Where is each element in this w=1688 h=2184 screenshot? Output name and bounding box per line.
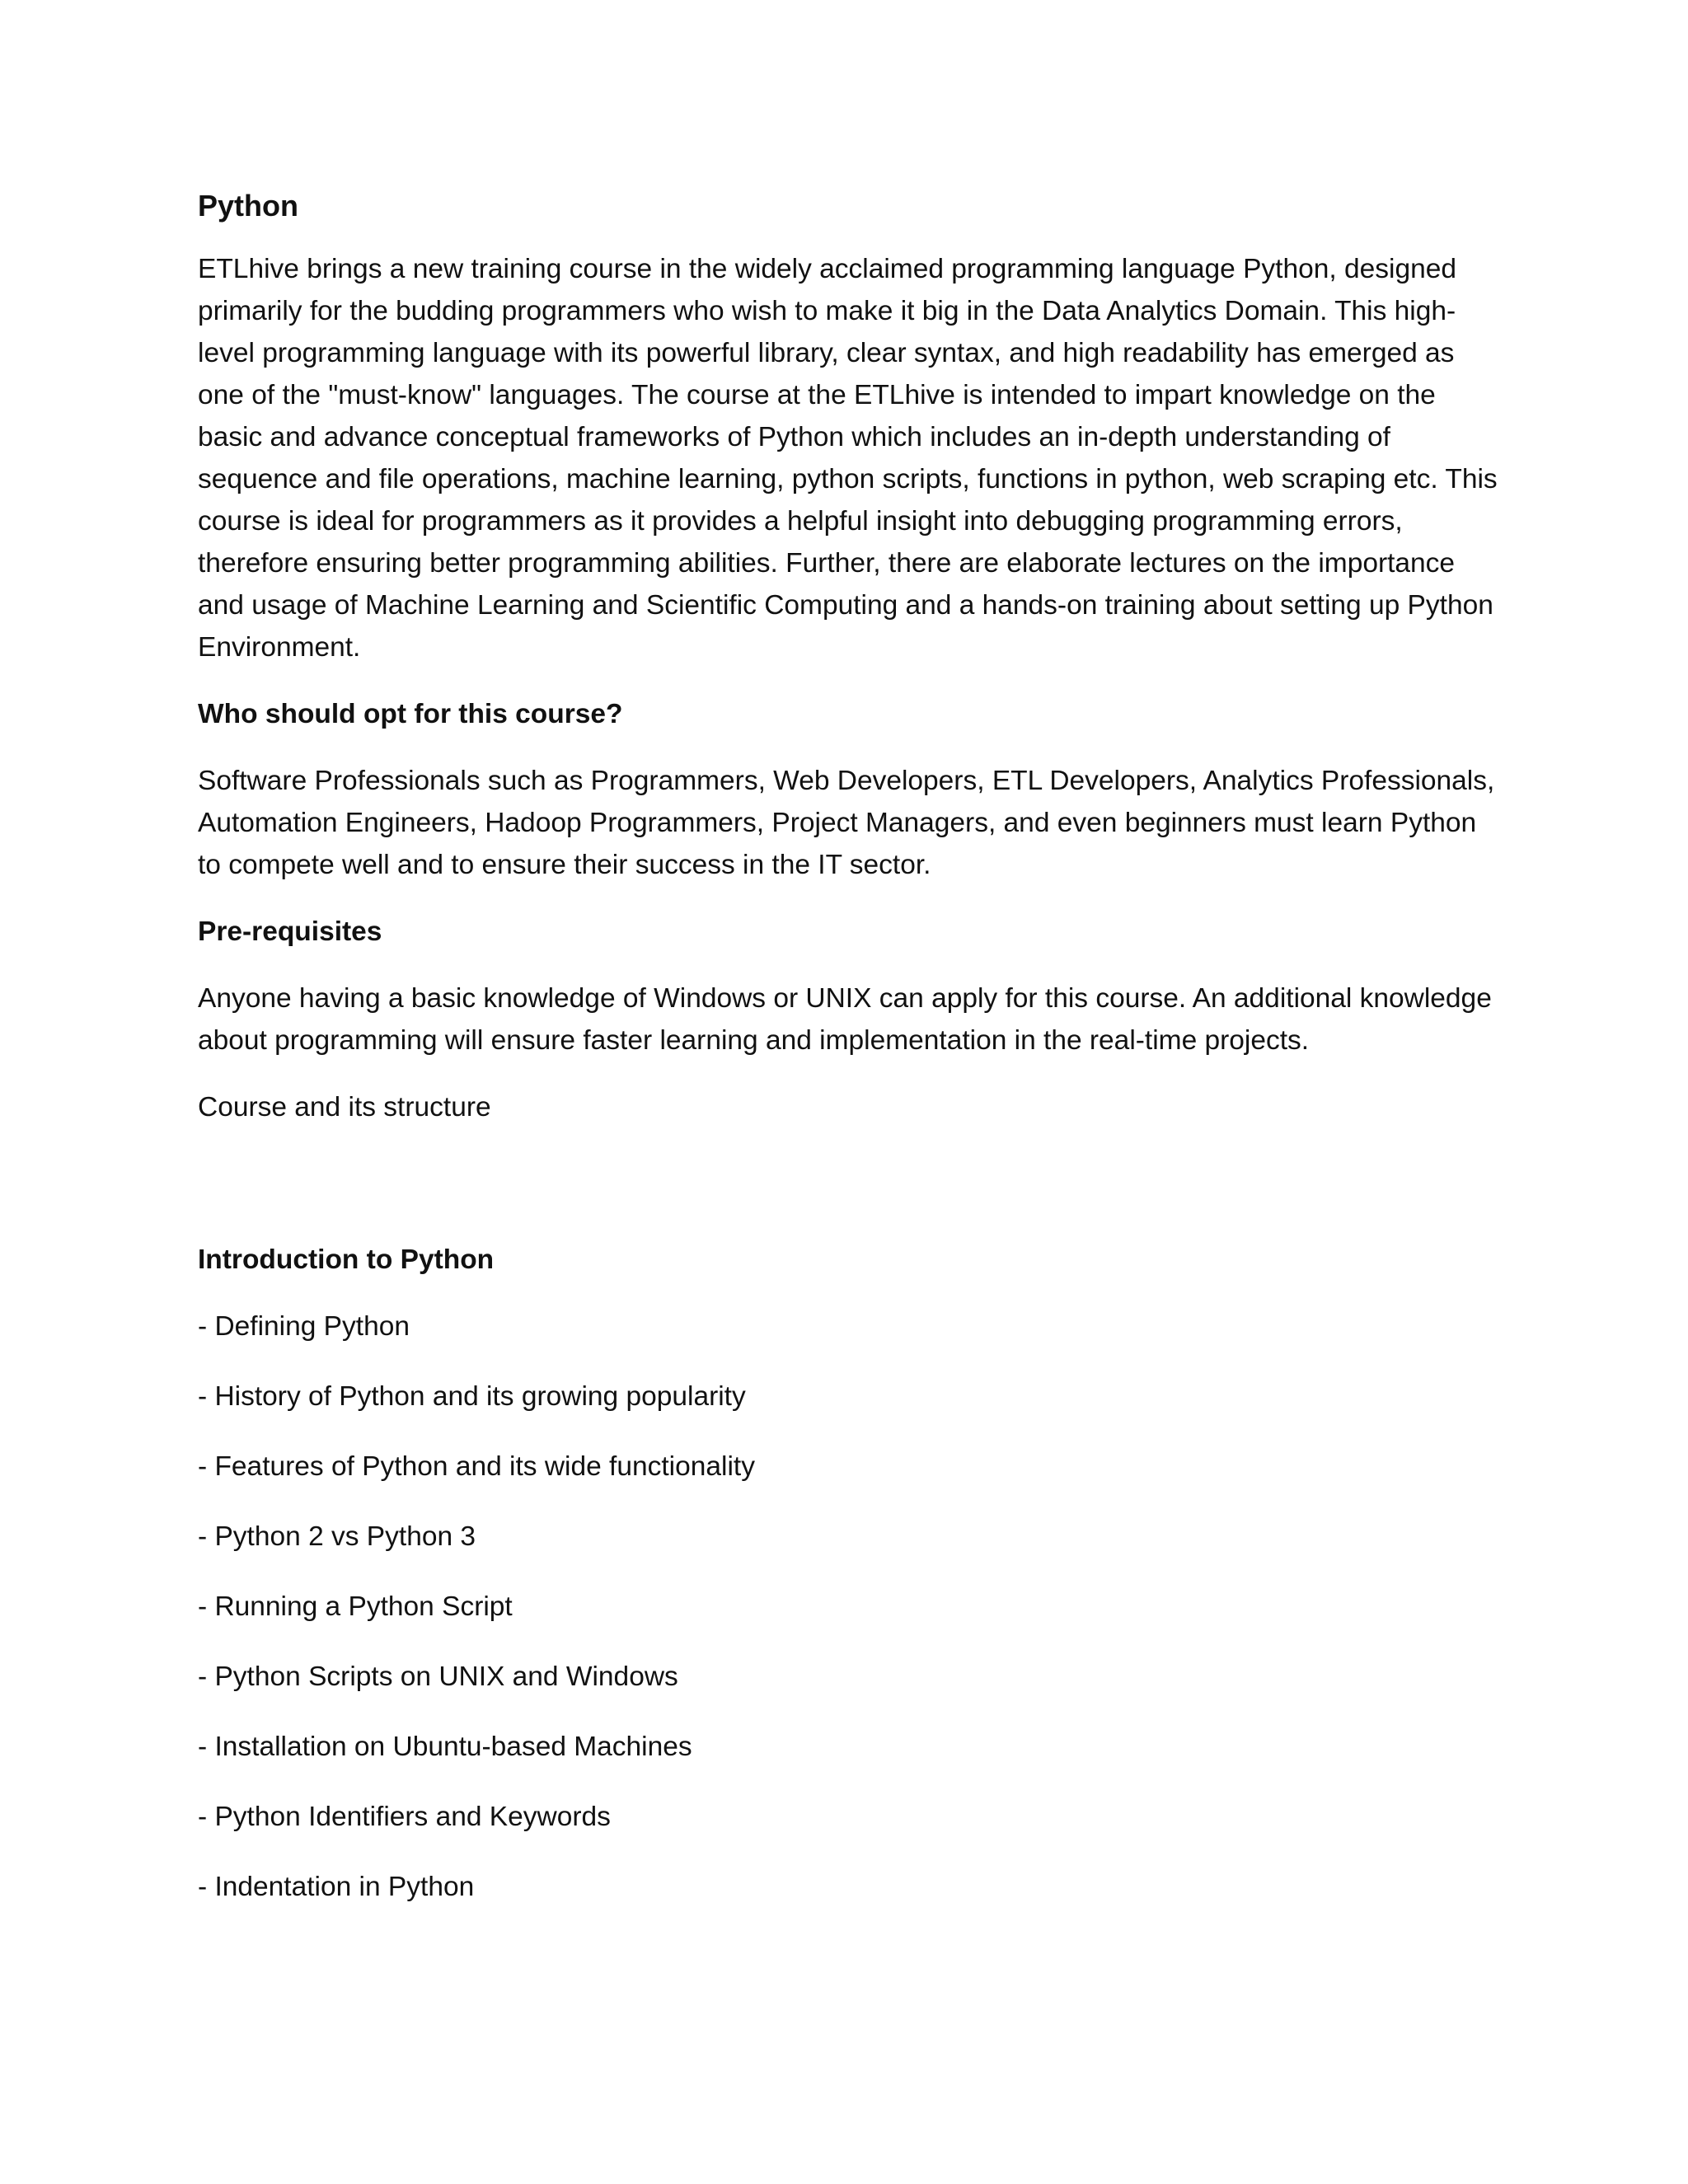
document-page [198,188,1500,1936]
list-item: - Running a Python Script [198,1591,513,1623]
topic-list [198,1305,1500,1908]
who-paragraph: Software Professionals such as Programmers, Web Developers, ETL Developers, Analytics Professionals, Automation Engineers, Hadoop Programmers, Project Managers, and even beginners must learn Python to compete well and to ensure their success in the IT sector. [198,766,1495,881]
list-item: - Features of Python and its wide functionality [198,1451,755,1483]
prereq-heading: Pre-requisites [198,916,382,948]
list-item: - Defining Python [198,1311,410,1343]
list-item: - Indentation in Python [198,1872,475,1903]
list-item: - Python Identifiers and Keywords [198,1802,611,1833]
structure-label: Course and its structure [198,1092,491,1123]
who-heading: Who should opt for this course? [198,699,623,730]
list-item: - Python 2 vs Python 3 [198,1521,476,1553]
list-item: - History of Python and its growing popularity [198,1381,746,1413]
intro-paragraph: ETLhive brings a new training course in the widely acclaimed programming language Python, designed primarily for the budding programmers who wish to make it big in the Data Analytics Domain. This high-level programming language with its powerful library, clear syntax, and high readability has emerged as one of the "must-know" languages. The course at the ETLhive is intended to impart knowledge on the basic and advance conceptual frameworks of Python which includes an in-depth understanding of sequence and file operations, machine learning, python scripts, functions in python, web scraping etc. This course is ideal for programmers as it provides a helpful insight into debugging programming errors, therefore ensuring better programming abilities. Further, there are elaborate lectures on the importance and usage of Machine Learning and Scientific Computing and a hands-on training about setting up Python Environment. [198,254,1498,663]
list-item: - Python Scripts on UNIX and Windows [198,1661,678,1693]
document-title: Python [198,189,298,223]
prereq-paragraph: Anyone having a basic knowledge of Windows or UNIX can apply for this course. An additional knowledge about programming will ensure faster learning and implementation in the real-time projects. [198,983,1492,1057]
intro-section-heading: Introduction to Python [198,1244,495,1276]
list-item: - Installation on Ubuntu-based Machines [198,1732,692,1763]
section-spacer [198,1153,1500,1239]
